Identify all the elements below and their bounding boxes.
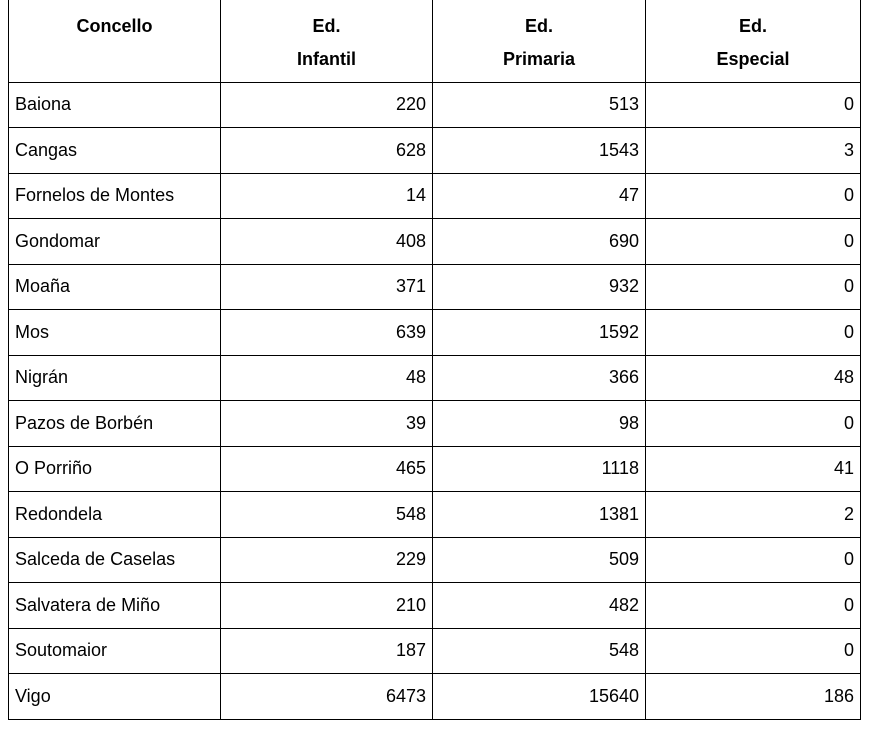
table-row <box>9 128 861 174</box>
cell-primaria: 932 <box>433 264 646 310</box>
cell-concello: Mos <box>9 310 221 356</box>
header-primaria-line1: Ed. <box>524 16 553 36</box>
header-primaria <box>433 0 646 82</box>
table-row <box>9 492 861 538</box>
cell-infantil: 187 <box>221 628 433 674</box>
cell-especial: 48 <box>646 355 861 401</box>
cell-infantil: 548 <box>221 492 433 538</box>
cell-concello: Gondomar <box>9 219 221 265</box>
cell-primaria: 1543 <box>433 128 646 174</box>
cell-especial: 0 <box>646 628 861 674</box>
cell-primaria: 509 <box>433 537 646 583</box>
cell-primaria: 15640 <box>433 674 646 720</box>
cell-concello: Baiona <box>9 82 221 128</box>
table-row <box>9 674 861 720</box>
cell-infantil: 39 <box>221 401 433 447</box>
cell-especial: 0 <box>646 173 861 219</box>
cell-especial: 0 <box>646 264 861 310</box>
cell-concello: Salvatera de Miño <box>9 583 221 629</box>
cell-primaria: 513 <box>433 82 646 128</box>
cell-especial: 0 <box>646 537 861 583</box>
header-infantil-line1: Ed. <box>312 16 341 36</box>
cell-infantil: 408 <box>221 219 433 265</box>
cell-infantil: 465 <box>221 446 433 492</box>
table-row <box>9 583 861 629</box>
cell-infantil: 6473 <box>221 674 433 720</box>
cell-primaria: 482 <box>433 583 646 629</box>
cell-especial: 0 <box>646 583 861 629</box>
cell-infantil: 210 <box>221 583 433 629</box>
table-row <box>9 310 861 356</box>
header-row <box>9 0 861 82</box>
header-especial-line1: Ed. <box>738 16 767 36</box>
cell-especial: 0 <box>646 310 861 356</box>
header-especial-line2: Especial <box>716 49 790 69</box>
cell-concello: Moaña <box>9 264 221 310</box>
table-row <box>9 82 861 128</box>
cell-infantil: 48 <box>221 355 433 401</box>
table-body <box>9 82 861 719</box>
cell-infantil: 628 <box>221 128 433 174</box>
table-row <box>9 355 861 401</box>
header-infantil <box>221 0 433 82</box>
cell-concello: Salceda de Caselas <box>9 537 221 583</box>
cell-primaria: 1592 <box>433 310 646 356</box>
header-primaria-line2: Primaria <box>502 49 576 69</box>
table-row <box>9 446 861 492</box>
cell-primaria: 548 <box>433 628 646 674</box>
header-concello-label: Concello <box>76 16 153 36</box>
cell-concello: O Porriño <box>9 446 221 492</box>
cell-primaria: 47 <box>433 173 646 219</box>
header-especial <box>646 0 861 82</box>
cell-especial: 186 <box>646 674 861 720</box>
cell-especial: 3 <box>646 128 861 174</box>
cell-infantil: 229 <box>221 537 433 583</box>
enrollment-table <box>8 0 861 720</box>
cell-primaria: 1118 <box>433 446 646 492</box>
cell-especial: 0 <box>646 401 861 447</box>
cell-especial: 2 <box>646 492 861 538</box>
cell-concello: Soutomaior <box>9 628 221 674</box>
table-row <box>9 264 861 310</box>
cell-primaria: 1381 <box>433 492 646 538</box>
cell-primaria: 366 <box>433 355 646 401</box>
header-infantil-line2: Infantil <box>297 49 356 69</box>
cell-especial: 0 <box>646 219 861 265</box>
cell-infantil: 220 <box>221 82 433 128</box>
cell-concello: Redondela <box>9 492 221 538</box>
cell-primaria: 98 <box>433 401 646 447</box>
cell-especial: 41 <box>646 446 861 492</box>
table-row <box>9 537 861 583</box>
cell-infantil: 14 <box>221 173 433 219</box>
cell-concello: Fornelos de Montes <box>9 173 221 219</box>
table-row <box>9 401 861 447</box>
table-row <box>9 173 861 219</box>
cell-infantil: 639 <box>221 310 433 356</box>
cell-concello: Vigo <box>9 674 221 720</box>
cell-concello: Pazos de Borbén <box>9 401 221 447</box>
cell-infantil: 371 <box>221 264 433 310</box>
cell-concello: Cangas <box>9 128 221 174</box>
cell-especial: 0 <box>646 82 861 128</box>
header-concello <box>9 0 221 82</box>
cell-primaria: 690 <box>433 219 646 265</box>
table-row <box>9 628 861 674</box>
cell-concello: Nigrán <box>9 355 221 401</box>
table-row <box>9 219 861 265</box>
